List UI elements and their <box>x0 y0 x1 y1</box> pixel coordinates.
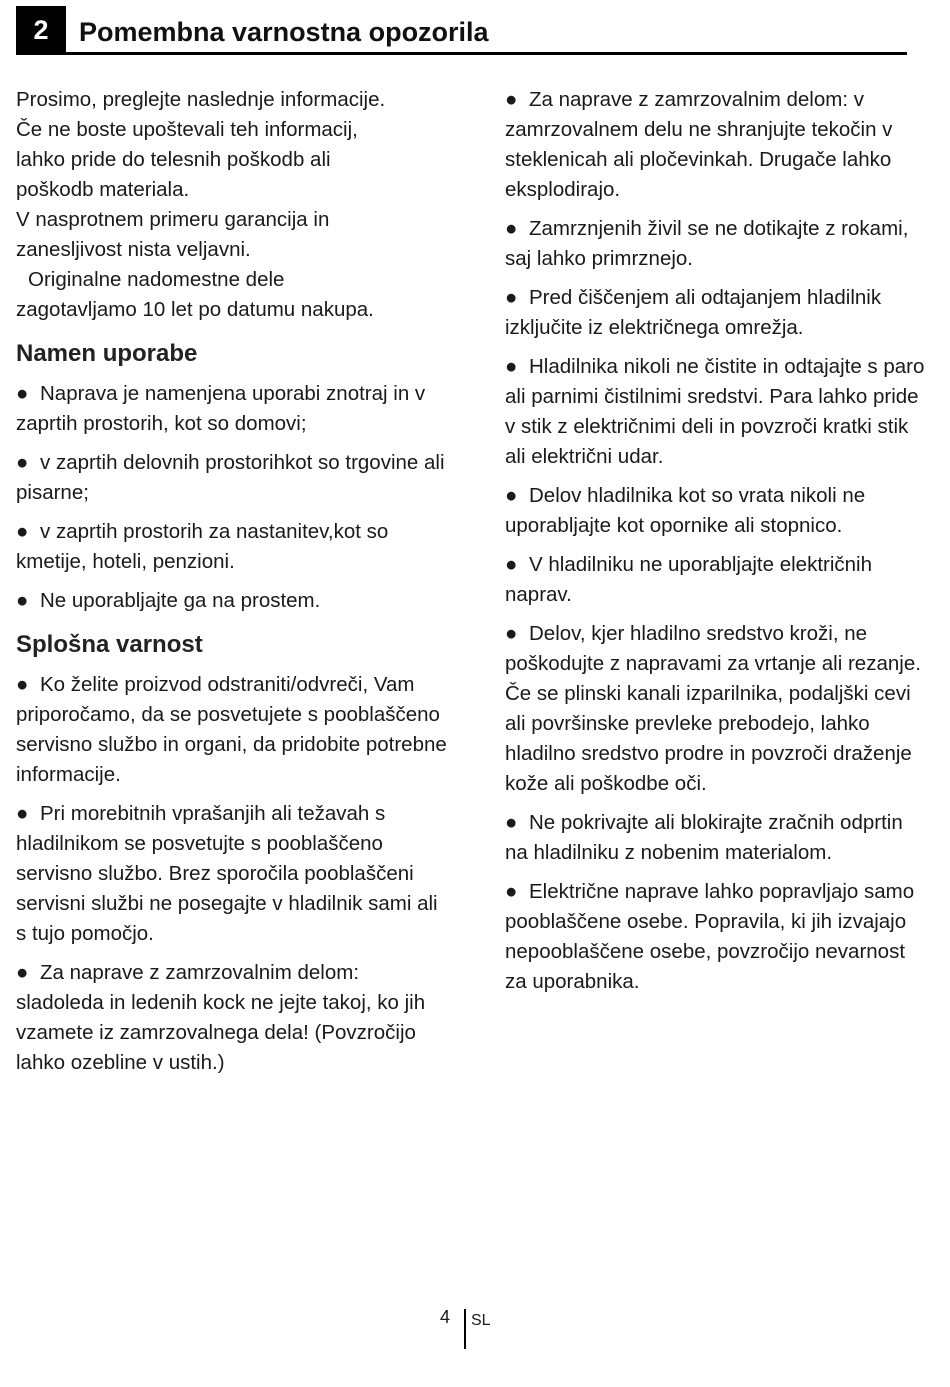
bullet-icon: ● <box>505 355 518 378</box>
intro-line: zagotavljamo 10 let po datumu nakupa. <box>16 298 374 321</box>
list-item-text: v zaprtih prostorih za nastanitev,kot so kmetije, hoteli, penzioni. <box>16 520 389 573</box>
language-code: SL <box>471 1312 491 1329</box>
list-item <box>505 877 925 997</box>
list-item-text: Ne uporabljajte ga na prostem. <box>40 589 321 612</box>
list-item-text: Hladilnika nikoli ne čistite in odtajajte s paro ali parnimi čistilnimi sredstvi. Para lahko pride v stik z električnimi deli in povzroči kratki stik ali električni udar. <box>505 355 925 468</box>
intro-line: Če ne boste upoštevali teh informacij, <box>16 118 358 141</box>
bullet-icon: ● <box>16 382 29 405</box>
bullet-icon: ● <box>16 802 29 825</box>
intro-line: Originalne nadomestne dele <box>28 268 285 291</box>
section-heading-general-safety: Splošna varnost <box>16 631 203 658</box>
bullet-icon: ● <box>16 589 29 612</box>
bullet-icon: ● <box>505 217 518 240</box>
bullet-icon: ● <box>505 88 518 111</box>
bullet-icon: ● <box>505 811 518 834</box>
list-item <box>16 670 448 790</box>
bullet-icon: ● <box>505 286 518 309</box>
list-item <box>505 808 925 868</box>
bullet-icon: ● <box>505 484 518 507</box>
list-item <box>16 448 448 508</box>
list-item <box>505 352 925 472</box>
list-item-text: V hladilniku ne uporabljajte električnih naprav. <box>505 553 873 606</box>
list-item-text: Zamrznjenih živil se ne dotikajte z rokami, saj lahko primrznejo. <box>505 217 909 270</box>
list-item <box>505 283 925 343</box>
right-column <box>505 85 925 1006</box>
list-item <box>16 517 448 577</box>
list-item <box>16 379 448 439</box>
bullet-icon: ● <box>505 622 518 645</box>
list-item <box>16 799 448 949</box>
list-item <box>505 214 925 274</box>
list-item-text: Ko želite proizvod odstraniti/odvreči, Vam priporočamo, da se posvetujete s pooblaščeno servisno službo in organi, da pridobite potrebne informacije. <box>16 673 447 786</box>
intro-line: lahko pride do telesnih poškodb ali <box>16 148 331 171</box>
intro-line: Prosimo, preglejte naslednje informacije. <box>16 88 386 111</box>
bullet-icon: ● <box>16 451 29 474</box>
list-item <box>16 958 448 1078</box>
list-item-text: Električne naprave lahko popravljajo samo pooblaščene osebe. Popravila, ki jih izvajajo nepooblaščene osebe, povzročijo nevarnost za uporabnika. <box>505 880 915 993</box>
intro-paragraph <box>16 85 448 325</box>
page-title: Pomembna varnostna opozorila <box>79 17 489 47</box>
list-item-text: Delov hladilnika kot so vrata nikoli ne uporabljajte kot opornike ali stopnico. <box>505 484 866 537</box>
footer-divider <box>464 1309 466 1349</box>
bullet-icon: ● <box>505 553 518 576</box>
bullet-icon: ● <box>16 673 29 696</box>
list-item-text: Naprava je namenjena uporabi znotraj in v zaprtih prostorih, kot so domovi; <box>16 382 426 435</box>
list-item <box>505 550 925 610</box>
chapter-number-badge: 2 <box>16 6 66 54</box>
bullet-icon: ● <box>16 520 29 543</box>
list-item <box>16 586 448 616</box>
list-item-text: Za naprave z zamrzovalnim delom: sladoleda in ledenih kock ne jejte takoj, ko jih vzamete iz zamrzovalnega dela! (Povzročijo lahko ozebline v ustih.) <box>16 961 426 1074</box>
page-number: 4 <box>440 1307 451 1327</box>
intro-line: poškodb materiala. <box>16 178 190 201</box>
list-item-text: Za naprave z zamrzovalnim delom: v zamrzovalnem delu ne shranjujte tekočin v steklenicah ali pločevinkah. Drugače lahko eksplodirajo. <box>505 88 893 201</box>
section-heading-intended-use: Namen uporabe <box>16 340 198 367</box>
list-item-text: Delov, kjer hladilno sredstvo kroži, ne poškodujte z napravami za vrtanje ali rezanje. Če se plinski kanali izparilnika, podaljški cevi ali površinske prevleke prebodejo, lahko hladilno sredstvo prodre in povzroči draženje kože ali poškodbe oči. <box>505 622 921 795</box>
list-item-text: v zaprtih delovnih prostorihkot so trgovine ali pisarne; <box>16 451 445 504</box>
list-item <box>505 85 925 205</box>
list-item-text: Pri morebitnih vprašanjih ali težavah s hladilnikom se posvetujte s pooblaščeno servisno službo. Brez sporočila pooblaščeni servisni službi ne posegajte v hladilnik sami ali s tujo pomočjo. <box>16 802 438 945</box>
intro-line: zanesljivost nista veljavni. <box>16 238 251 261</box>
header-divider <box>16 52 907 55</box>
list-item-text: Ne pokrivajte ali blokirajte zračnih odprtin na hladilniku z nobenim materialom. <box>505 811 903 864</box>
list-item <box>505 619 925 799</box>
list-item-text: Pred čiščenjem ali odtajanjem hladilnik izključite iz električnega omrežja. <box>505 286 882 339</box>
bullet-icon: ● <box>505 880 518 903</box>
list-item <box>505 481 925 541</box>
intro-line: V nasprotnem primeru garancija in <box>16 208 330 231</box>
left-column <box>16 85 448 1087</box>
bullet-icon: ● <box>16 961 29 984</box>
